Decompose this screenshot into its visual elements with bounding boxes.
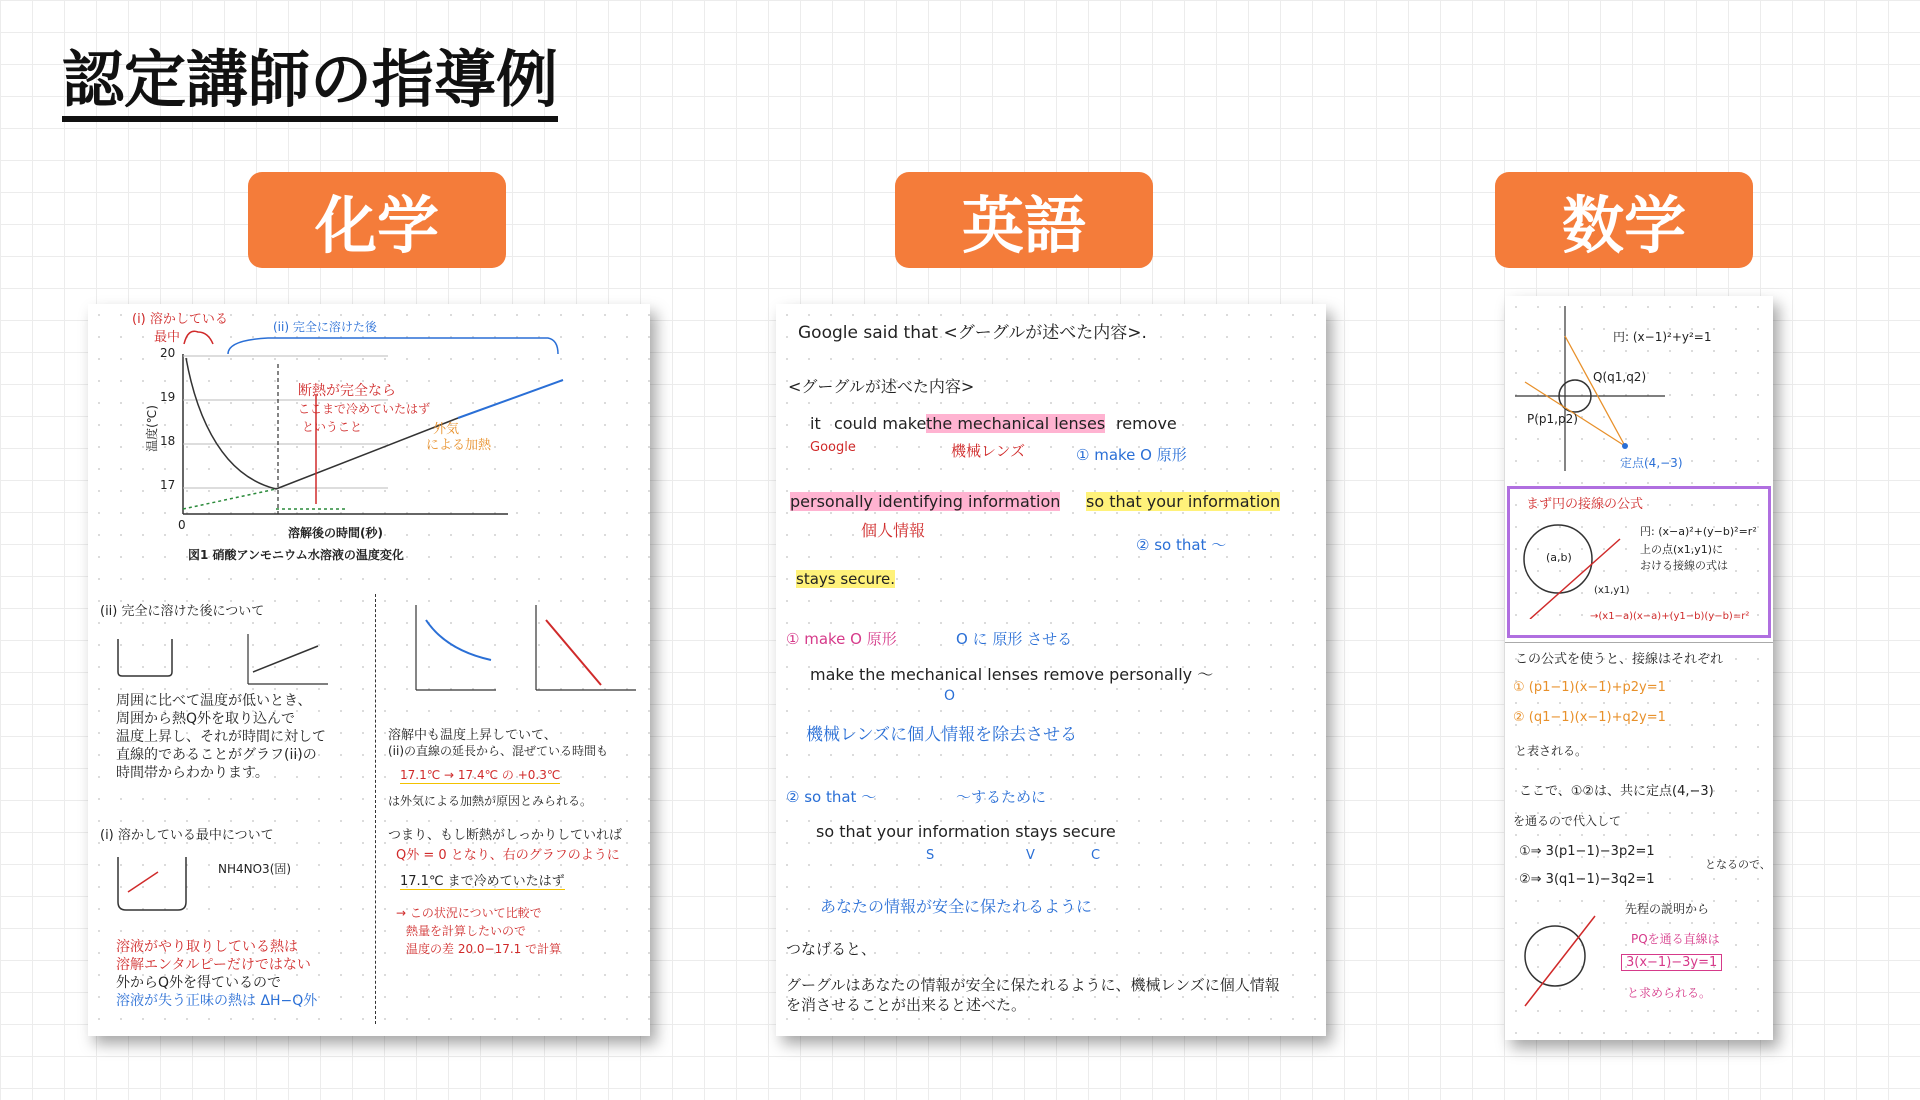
- math-tag: 数学: [1495, 172, 1753, 268]
- graph-xlabel: 溶解後の時間(秒): [288, 526, 383, 540]
- right-body-3b: Q外 = 0 となり、右のグラフのように: [396, 848, 620, 863]
- math-use: この公式を使うと、接線はそれぞれ: [1515, 652, 1724, 667]
- math-pass: を通るので代入して: [1513, 814, 1622, 828]
- sec2-line-3: 温度上昇し、それが時間に対して: [116, 729, 326, 745]
- right-calc: 17.1℃ → 17.4℃ の +0.3℃: [400, 768, 561, 782]
- eng-kojin: 個人情報: [861, 521, 926, 540]
- note-after: (ii) 完全に溶けた後: [273, 320, 377, 334]
- chemistry-tag: 化学: [248, 172, 506, 268]
- xtick-0: 0: [178, 518, 186, 532]
- eng-so-that-2: ② so that 〜: [1136, 536, 1227, 554]
- eng-line-2: <グーグルが述べた内容>: [788, 377, 975, 396]
- eng-tsunage: つなげると、: [786, 940, 877, 958]
- sec2-line-2: 周囲から熱Q外を取り込んで: [116, 711, 296, 727]
- eng-o-mark: O: [944, 688, 956, 704]
- math-x1y1: (x1,y1): [1594, 585, 1630, 596]
- ytick-18: 18: [160, 434, 176, 448]
- math-circle-eq: 円: (x−1)²+y²=1: [1613, 330, 1712, 344]
- eng-stays: stays secure.: [796, 570, 895, 588]
- eng-so-that: so that your information: [1086, 492, 1281, 511]
- eng-remove: remove: [1116, 414, 1177, 433]
- mini-graph: [108, 624, 368, 694]
- eng-make-o: ① make O 原形: [1076, 446, 1187, 464]
- eng-pii: personally identifying information: [790, 492, 1061, 511]
- sec1-red-2: 溶解エンタルピーだけではない: [116, 957, 311, 973]
- eng-mech: the mechanical lenses: [926, 414, 1106, 433]
- note-dissolving-2: 最中: [154, 330, 181, 345]
- math-sys-1: ①⇒ 3(p1−1)−3p2=1: [1519, 844, 1655, 859]
- eng-could: could make: [834, 414, 927, 433]
- math-here: ここで、①②は、共に定点(4,−3): [1519, 784, 1714, 799]
- right-body-2: は外気による加熱が原因とみられる。: [388, 794, 593, 808]
- right-body-1a: 溶解中も温度上昇していて、: [388, 728, 557, 743]
- nh4no3-label: NH4NO3(固): [218, 862, 292, 876]
- math-box-eq-2: 上の点(x1,y1)に: [1640, 543, 1724, 556]
- math-fixed: 定点(4,−3): [1620, 456, 1683, 470]
- ytick-20: 20: [160, 346, 176, 360]
- math-first: 先程の説明から: [1625, 902, 1710, 916]
- eng-google-note: Google: [810, 440, 856, 455]
- math-expressed: と表される。: [1515, 744, 1588, 758]
- ytick-19: 19: [160, 390, 176, 404]
- math-notes: [1505, 296, 1773, 1040]
- eng-final-1: グーグルはあなたの情報が安全に保たれるように、機械レンズに個人情報: [786, 976, 1280, 994]
- english-notes: [776, 304, 1326, 1036]
- eng-kikai: 機械レンズ: [951, 442, 1026, 460]
- math-pq: PQを通る直線は: [1631, 932, 1720, 946]
- eng-it: it: [810, 414, 821, 433]
- right-red-1: → この状況について比較で: [396, 906, 542, 920]
- right-graphs: [386, 600, 646, 710]
- ytick-17: 17: [160, 478, 176, 492]
- note-dissolving: (i) 溶かしている: [132, 312, 228, 327]
- chemistry-notes: [88, 304, 650, 1036]
- math-divider: [1505, 642, 1773, 643]
- math-box-eq-3: おける接線の式は: [1640, 559, 1728, 572]
- math-eq-1: ① (p1−1)(x−1)+p2y=1: [1513, 680, 1666, 695]
- eng-s2b: 〜するために: [956, 788, 1047, 806]
- math-box-title: まず円の接線の公式: [1526, 497, 1644, 512]
- final-diagram: [1515, 906, 1615, 1026]
- right-cool: 17.1℃ まで冷めていたはず: [400, 870, 565, 890]
- math-p: P(p1,p2): [1527, 412, 1578, 426]
- eng-svc-c: C: [1091, 848, 1101, 863]
- note-outside-2: による加熱: [426, 438, 492, 453]
- sec2-line-1: 周囲に比べて温度が低いとき、: [116, 693, 312, 709]
- eng-jp-2: あなたの情報が安全に保たれるように: [820, 897, 1093, 916]
- sec2-heading: (ii) 完全に溶けた後について: [100, 604, 265, 619]
- eng-svc-v: V: [1026, 848, 1035, 863]
- math-found: と求められる。: [1627, 986, 1712, 1000]
- math-ab: (a,b): [1546, 551, 1572, 564]
- math-eq-2: ② (q1−1)(x−1)+q2y=1: [1513, 710, 1666, 725]
- tangent-formula-box: [1507, 486, 1771, 638]
- note-insulation-3: ということ: [302, 420, 363, 434]
- right-red-2: 熱量を計算したいので: [406, 924, 527, 938]
- eng-s1b: O に 原形 させる: [956, 630, 1073, 648]
- eng-jp-1: 機械レンズに個人情報を除去させる: [806, 725, 1078, 745]
- page-title: 認定講師の指導例: [62, 46, 558, 122]
- right-red-3: 温度の差 20.0−17.1 で計算: [406, 942, 562, 956]
- math-sys-2: ②⇒ 3(q1−1)−3q2=1: [1519, 872, 1655, 887]
- note-insulation-2: ここまで冷めていたはず: [298, 402, 431, 416]
- figure-caption: 図1 硝酸アンモニウム水溶液の温度変化: [188, 548, 404, 562]
- eng-line-1: Google said that <グーグルが述べた内容>.: [798, 323, 1147, 343]
- sec1-red-1: 溶液がやり取りしている熱は: [116, 939, 298, 955]
- math-become: となるので、: [1705, 858, 1771, 871]
- math-box-eq-1: 円: (x−a)²+(y−b)²=r²: [1640, 525, 1757, 538]
- eng-svc-s: S: [926, 848, 935, 863]
- right-body-3a: つまり、もし断熱がしっかりしていれば: [388, 828, 623, 843]
- math-final-eq: 3(x−1)−3y=1: [1621, 954, 1722, 971]
- eng-so-line: so that your information stays secure: [816, 822, 1116, 841]
- graph-ylabel: 温度(℃): [144, 405, 159, 452]
- sec2-line-5: 時間帯からわかります。: [116, 765, 269, 781]
- eng-make-line: make the mechanical lenses remove personally 〜: [810, 665, 1214, 684]
- right-body-1b: (ii)の直線の延長から、混ぜている時間も: [388, 744, 609, 758]
- sec1-heading: (i) 溶かしている最中について: [100, 828, 274, 843]
- temperature-graph: [88, 304, 650, 534]
- english-tag: 英語: [895, 172, 1153, 268]
- math-q: Q(q1,q2): [1593, 370, 1647, 384]
- tangent-diagram: [1510, 509, 1630, 619]
- math-box-formula: →(x1−a)(x−a)+(y1−b)(y−b)=r²: [1590, 611, 1750, 622]
- sec1-blue: 溶液が失う正味の熱は ΔH−Q外: [116, 993, 318, 1009]
- column-divider: [375, 594, 377, 1024]
- sec2-line-4: 直線的であることがグラフ(ii)の: [116, 747, 317, 763]
- note-outside-1: 外気: [433, 422, 460, 437]
- eng-s1: ① make O 原形: [786, 630, 897, 648]
- circle-diagram: [1505, 296, 1773, 476]
- eng-s2: ② so that 〜: [786, 788, 877, 806]
- sec1-mix: 外からQ外を得ているので: [116, 975, 282, 991]
- eng-final-2: を消させることが出来ると述べた。: [786, 996, 1027, 1014]
- note-insulation-1: 断熱が完全なら: [298, 383, 396, 399]
